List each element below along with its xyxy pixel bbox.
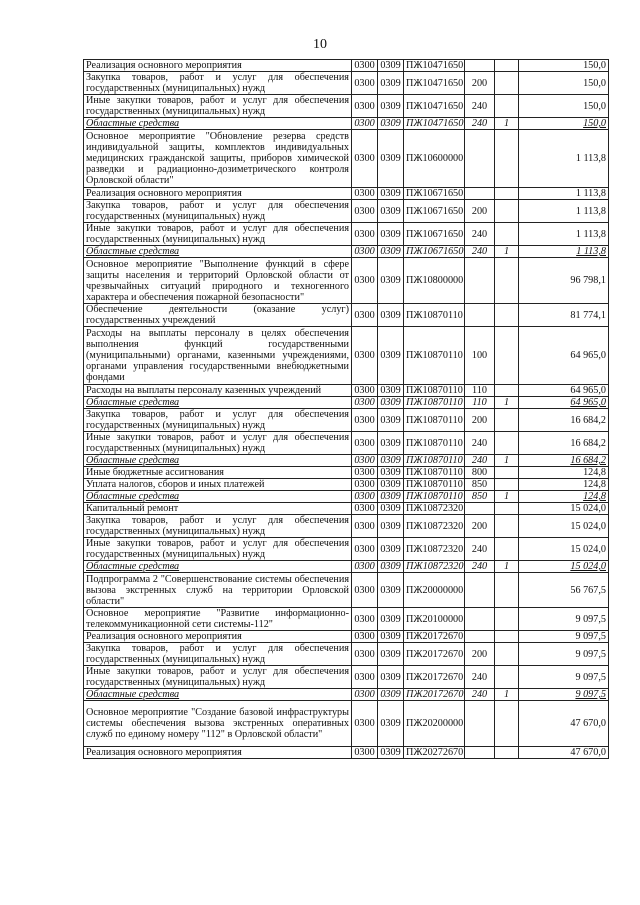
row-subsection: 0309	[378, 455, 404, 467]
row-expense-type: 850	[465, 479, 495, 491]
table-row	[84, 701, 609, 747]
row-expense-type	[465, 503, 495, 515]
row-section: 0300	[352, 188, 378, 200]
row-name: Закупка товаров, работ и услуг для обеспечения государственных (муниципальных) нужд	[84, 200, 352, 223]
row-funding-source	[495, 747, 519, 759]
row-amount: 64 965,0	[519, 385, 609, 397]
row-target-code: ПЖ10872320	[404, 561, 465, 573]
row-expense-type	[465, 573, 495, 608]
row-section: 0300	[352, 60, 378, 72]
row-section: 0300	[352, 409, 378, 432]
row-target-code: ПЖ10471650	[404, 60, 465, 72]
row-amount: 15 024,0	[519, 538, 609, 561]
row-amount: 9 097,5	[519, 608, 609, 631]
row-section: 0300	[352, 246, 378, 258]
table-row	[84, 491, 609, 503]
row-expense-type: 240	[465, 95, 495, 118]
row-amount: 1 113,8	[519, 223, 609, 246]
row-expense-type: 240	[465, 538, 495, 561]
row-subsection: 0309	[378, 701, 404, 747]
table-row	[84, 479, 609, 491]
row-amount: 15 024,0	[519, 515, 609, 538]
row-amount: 15 024,0	[519, 503, 609, 515]
row-section: 0300	[352, 515, 378, 538]
row-expense-type: 200	[465, 643, 495, 666]
row-target-code: ПЖ10671650	[404, 223, 465, 246]
row-section: 0300	[352, 432, 378, 455]
row-name: Иные закупки товаров, работ и услуг для обеспечения государственных (муниципальных) нужд	[84, 432, 352, 455]
row-name: Основное мероприятие "Развитие информационно-телекоммуникационной сети системы-112"	[84, 608, 352, 631]
table-row	[84, 467, 609, 479]
row-amount: 64 965,0	[519, 397, 609, 409]
table-row	[84, 432, 609, 455]
row-section: 0300	[352, 304, 378, 327]
row-amount: 47 670,0	[519, 747, 609, 759]
table-body	[84, 60, 609, 759]
table-row	[84, 747, 609, 759]
row-funding-source	[495, 223, 519, 246]
table-row	[84, 503, 609, 515]
row-section: 0300	[352, 631, 378, 643]
row-expense-type: 240	[465, 689, 495, 701]
row-expense-type: 240	[465, 432, 495, 455]
row-amount: 150,0	[519, 95, 609, 118]
table-row	[84, 561, 609, 573]
row-name: Иные закупки товаров, работ и услуг для обеспечения государственных (муниципальных) нужд	[84, 666, 352, 689]
row-subsection: 0309	[378, 72, 404, 95]
row-expense-type: 850	[465, 491, 495, 503]
row-target-code: ПЖ10600000	[404, 130, 465, 188]
table-row	[84, 689, 609, 701]
row-subsection: 0309	[378, 491, 404, 503]
row-subsection: 0309	[378, 246, 404, 258]
row-amount: 1 113,8	[519, 130, 609, 188]
row-target-code: ПЖ10872320	[404, 503, 465, 515]
row-name: Иные бюджетные ассигнования	[84, 467, 352, 479]
row-expense-type: 240	[465, 455, 495, 467]
row-name: Реализация основного мероприятия	[84, 747, 352, 759]
row-amount: 9 097,5	[519, 666, 609, 689]
row-name: Областные средства	[84, 455, 352, 467]
row-subsection: 0309	[378, 188, 404, 200]
row-section: 0300	[352, 95, 378, 118]
row-name: Обеспечение деятельности (оказание услуг) государственных учреждений	[84, 304, 352, 327]
row-expense-type	[465, 747, 495, 759]
row-subsection: 0309	[378, 573, 404, 608]
budget-table	[83, 59, 609, 759]
row-section: 0300	[352, 643, 378, 666]
row-target-code: ПЖ20172670	[404, 689, 465, 701]
row-name: Расходы на выплаты персоналу в целях обеспечения выполнения функций государственными (муниципальными) органами, казенными учреждениями, органами управления государственными внебюджетными фондами	[84, 327, 352, 385]
row-expense-type	[465, 130, 495, 188]
row-funding-source	[495, 130, 519, 188]
row-amount: 16 684,2	[519, 455, 609, 467]
row-subsection: 0309	[378, 503, 404, 515]
row-section: 0300	[352, 538, 378, 561]
row-subsection: 0309	[378, 643, 404, 666]
row-section: 0300	[352, 397, 378, 409]
row-section: 0300	[352, 479, 378, 491]
table-row	[84, 95, 609, 118]
row-funding-source	[495, 304, 519, 327]
row-amount: 9 097,5	[519, 631, 609, 643]
row-name: Иные закупки товаров, работ и услуг для обеспечения государственных (муниципальных) нужд	[84, 95, 352, 118]
row-name: Областные средства	[84, 118, 352, 130]
row-section: 0300	[352, 666, 378, 689]
row-funding-source	[495, 643, 519, 666]
row-expense-type: 200	[465, 72, 495, 95]
row-target-code: ПЖ10471650	[404, 95, 465, 118]
row-funding-source	[495, 385, 519, 397]
row-target-code: ПЖ20272670	[404, 747, 465, 759]
table-row	[84, 130, 609, 188]
row-section: 0300	[352, 118, 378, 130]
row-name: Областные средства	[84, 491, 352, 503]
row-amount: 124,8	[519, 491, 609, 503]
row-funding-source	[495, 503, 519, 515]
row-name: Уплата налогов, сборов и иных платежей	[84, 479, 352, 491]
table-row	[84, 327, 609, 385]
row-funding-source: 1	[495, 561, 519, 573]
row-funding-source	[495, 608, 519, 631]
row-funding-source: 1	[495, 689, 519, 701]
row-section: 0300	[352, 130, 378, 188]
table-row	[84, 631, 609, 643]
row-expense-type: 200	[465, 515, 495, 538]
row-expense-type: 110	[465, 385, 495, 397]
table-row	[84, 258, 609, 304]
row-expense-type	[465, 304, 495, 327]
row-name: Закупка товаров, работ и услуг для обеспечения государственных (муниципальных) нужд	[84, 409, 352, 432]
row-amount: 1 113,8	[519, 188, 609, 200]
row-funding-source	[495, 538, 519, 561]
row-name: Областные средства	[84, 561, 352, 573]
table-row	[84, 246, 609, 258]
row-expense-type	[465, 631, 495, 643]
row-funding-source: 1	[495, 397, 519, 409]
row-target-code: ПЖ10870110	[404, 385, 465, 397]
row-section: 0300	[352, 608, 378, 631]
row-subsection: 0309	[378, 385, 404, 397]
row-target-code: ПЖ10471650	[404, 72, 465, 95]
row-expense-type: 240	[465, 561, 495, 573]
row-section: 0300	[352, 689, 378, 701]
row-subsection: 0309	[378, 515, 404, 538]
row-section: 0300	[352, 467, 378, 479]
row-section: 0300	[352, 72, 378, 95]
row-section: 0300	[352, 491, 378, 503]
table-row	[84, 188, 609, 200]
row-name: Реализация основного мероприятия	[84, 60, 352, 72]
row-subsection: 0309	[378, 432, 404, 455]
row-name: Закупка товаров, работ и услуг для обеспечения государственных (муниципальных) нужд	[84, 72, 352, 95]
row-name: Областные средства	[84, 397, 352, 409]
row-subsection: 0309	[378, 95, 404, 118]
row-section: 0300	[352, 747, 378, 759]
row-section: 0300	[352, 327, 378, 385]
table-row	[84, 304, 609, 327]
row-name: Основное мероприятие "Обновление резерва средств индивидуальной защиты, комплектов индивидуальных медицинских гражданской защиты, приборов химической разведки и радиационно-дозиметрического контроля Орловской области"	[84, 130, 352, 188]
row-target-code: ПЖ10870110	[404, 327, 465, 385]
table-row	[84, 72, 609, 95]
row-target-code: ПЖ10671650	[404, 200, 465, 223]
table-row	[84, 397, 609, 409]
table-row	[84, 200, 609, 223]
row-expense-type: 240	[465, 666, 495, 689]
row-expense-type	[465, 258, 495, 304]
row-subsection: 0309	[378, 118, 404, 130]
row-name: Реализация основного мероприятия	[84, 631, 352, 643]
row-target-code: ПЖ20172670	[404, 631, 465, 643]
table-row	[84, 455, 609, 467]
row-target-code: ПЖ10870110	[404, 479, 465, 491]
row-section: 0300	[352, 200, 378, 223]
row-target-code: ПЖ10870110	[404, 455, 465, 467]
row-name: Подпрограмма 2 "Совершенствование системы обеспечения вызова экстренных служб на территории Орловской области"	[84, 573, 352, 608]
row-subsection: 0309	[378, 130, 404, 188]
row-name: Иные закупки товаров, работ и услуг для обеспечения государственных (муниципальных) нужд	[84, 538, 352, 561]
row-name: Реализация основного мероприятия	[84, 188, 352, 200]
row-funding-source: 1	[495, 246, 519, 258]
row-expense-type: 110	[465, 397, 495, 409]
row-subsection: 0309	[378, 327, 404, 385]
row-name: Иные закупки товаров, работ и услуг для обеспечения государственных (муниципальных) нужд	[84, 223, 352, 246]
row-funding-source	[495, 327, 519, 385]
row-target-code: ПЖ20000000	[404, 573, 465, 608]
row-name: Закупка товаров, работ и услуг для обеспечения государственных (муниципальных) нужд	[84, 643, 352, 666]
row-expense-type: 800	[465, 467, 495, 479]
row-expense-type: 100	[465, 327, 495, 385]
row-amount: 64 965,0	[519, 327, 609, 385]
row-name: Капитальный ремонт	[84, 503, 352, 515]
row-section: 0300	[352, 258, 378, 304]
table-row	[84, 538, 609, 561]
row-subsection: 0309	[378, 538, 404, 561]
table-row	[84, 385, 609, 397]
row-subsection: 0309	[378, 467, 404, 479]
row-target-code: ПЖ20172670	[404, 643, 465, 666]
row-expense-type	[465, 60, 495, 72]
row-amount: 124,8	[519, 479, 609, 491]
row-target-code: ПЖ10870110	[404, 467, 465, 479]
row-target-code: ПЖ10471650	[404, 118, 465, 130]
row-amount: 150,0	[519, 118, 609, 130]
row-target-code: ПЖ20172670	[404, 666, 465, 689]
row-target-code: ПЖ10870110	[404, 397, 465, 409]
row-name: Основное мероприятие "Создание базовой инфраструктуры системы обеспечения вызова экстренных оперативных служб по единому номеру "112" в Орловской области"	[84, 701, 352, 747]
row-expense-type: 240	[465, 246, 495, 258]
row-expense-type	[465, 608, 495, 631]
row-target-code: ПЖ20100000	[404, 608, 465, 631]
row-subsection: 0309	[378, 409, 404, 432]
row-funding-source	[495, 432, 519, 455]
row-section: 0300	[352, 503, 378, 515]
row-funding-source	[495, 515, 519, 538]
row-subsection: 0309	[378, 608, 404, 631]
row-amount: 150,0	[519, 60, 609, 72]
row-name: Основное мероприятие "Выполнение функций в сфере защиты населения и территорий Орловской области от чрезвычайных ситуаций природного и техногенного характера и обеспечения пожарной безопасности"	[84, 258, 352, 304]
row-target-code: ПЖ10870110	[404, 432, 465, 455]
row-target-code: ПЖ10671650	[404, 246, 465, 258]
row-expense-type: 240	[465, 118, 495, 130]
row-section: 0300	[352, 701, 378, 747]
row-section: 0300	[352, 455, 378, 467]
row-funding-source	[495, 188, 519, 200]
row-funding-source	[495, 95, 519, 118]
table-row	[84, 223, 609, 246]
row-amount: 16 684,2	[519, 432, 609, 455]
row-funding-source	[495, 666, 519, 689]
row-subsection: 0309	[378, 397, 404, 409]
row-subsection: 0309	[378, 60, 404, 72]
row-subsection: 0309	[378, 479, 404, 491]
row-expense-type: 200	[465, 409, 495, 432]
row-name: Закупка товаров, работ и услуг для обеспечения государственных (муниципальных) нужд	[84, 515, 352, 538]
row-section: 0300	[352, 573, 378, 608]
table-row	[84, 666, 609, 689]
row-funding-source	[495, 200, 519, 223]
row-target-code: ПЖ10870110	[404, 409, 465, 432]
row-target-code: ПЖ10872320	[404, 515, 465, 538]
table-row	[84, 515, 609, 538]
row-amount: 9 097,5	[519, 689, 609, 701]
row-section: 0300	[352, 223, 378, 246]
table-row	[84, 643, 609, 666]
table-row	[84, 608, 609, 631]
row-funding-source: 1	[495, 118, 519, 130]
row-amount: 47 670,0	[519, 701, 609, 747]
table-row	[84, 573, 609, 608]
row-funding-source	[495, 701, 519, 747]
table-row	[84, 60, 609, 72]
row-subsection: 0309	[378, 223, 404, 246]
row-funding-source	[495, 60, 519, 72]
row-target-code: ПЖ20200000	[404, 701, 465, 747]
row-funding-source	[495, 479, 519, 491]
row-amount: 1 113,8	[519, 246, 609, 258]
row-funding-source: 1	[495, 491, 519, 503]
table-row	[84, 409, 609, 432]
row-target-code: ПЖ10800000	[404, 258, 465, 304]
row-funding-source	[495, 467, 519, 479]
row-target-code: ПЖ10872320	[404, 538, 465, 561]
row-subsection: 0309	[378, 200, 404, 223]
row-subsection: 0309	[378, 666, 404, 689]
row-amount: 16 684,2	[519, 409, 609, 432]
row-amount: 56 767,5	[519, 573, 609, 608]
row-amount: 81 774,1	[519, 304, 609, 327]
row-target-code: ПЖ10671650	[404, 188, 465, 200]
row-expense-type	[465, 188, 495, 200]
row-subsection: 0309	[378, 689, 404, 701]
table-row	[84, 118, 609, 130]
page-number: 10	[313, 37, 327, 52]
row-name: Областные средства	[84, 689, 352, 701]
row-funding-source	[495, 631, 519, 643]
row-target-code: ПЖ10870110	[404, 304, 465, 327]
row-amount: 150,0	[519, 72, 609, 95]
row-subsection: 0309	[378, 747, 404, 759]
row-funding-source	[495, 409, 519, 432]
row-name: Областные средства	[84, 246, 352, 258]
row-name: Расходы на выплаты персоналу казенных учреждений	[84, 385, 352, 397]
row-amount: 96 798,1	[519, 258, 609, 304]
row-subsection: 0309	[378, 304, 404, 327]
row-funding-source	[495, 573, 519, 608]
row-amount: 1 113,8	[519, 200, 609, 223]
row-expense-type: 240	[465, 223, 495, 246]
row-section: 0300	[352, 561, 378, 573]
row-amount: 15 024,0	[519, 561, 609, 573]
row-funding-source: 1	[495, 455, 519, 467]
row-amount: 9 097,5	[519, 643, 609, 666]
row-funding-source	[495, 72, 519, 95]
row-funding-source	[495, 258, 519, 304]
row-expense-type	[465, 701, 495, 747]
row-subsection: 0309	[378, 631, 404, 643]
row-amount: 124,8	[519, 467, 609, 479]
row-section: 0300	[352, 385, 378, 397]
row-subsection: 0309	[378, 258, 404, 304]
row-expense-type: 200	[465, 200, 495, 223]
row-subsection: 0309	[378, 561, 404, 573]
row-target-code: ПЖ10870110	[404, 491, 465, 503]
